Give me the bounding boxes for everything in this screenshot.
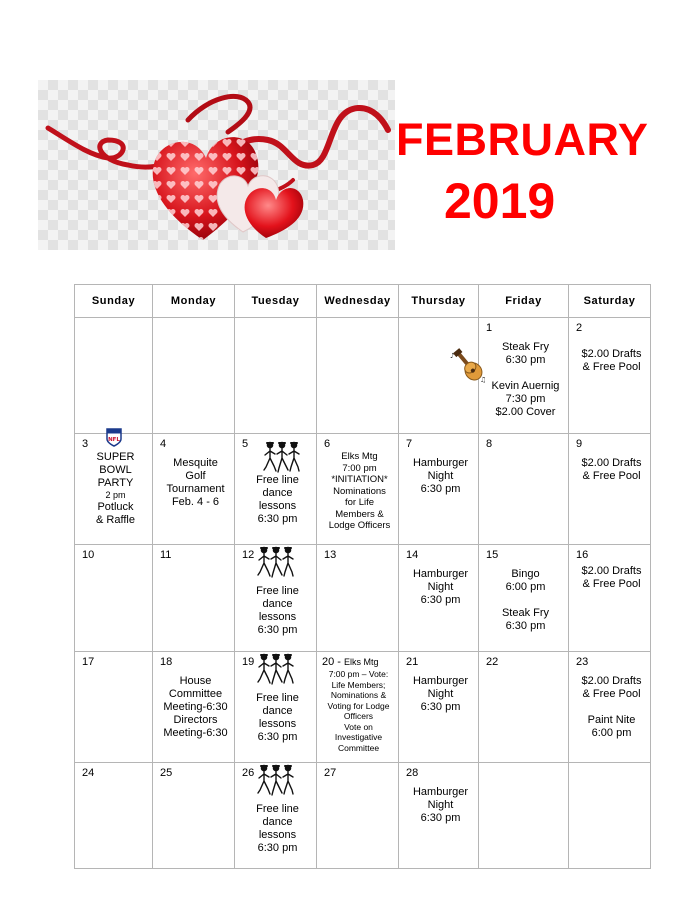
day-cell (153, 434, 235, 545)
day-number: 17 (82, 656, 95, 668)
day-cell (399, 652, 479, 763)
weekday-header: Sunday (75, 285, 153, 318)
day-number: 7 (406, 438, 413, 450)
day-cell (569, 545, 651, 652)
week-row (75, 545, 651, 652)
day-number: 8 (486, 438, 493, 450)
weekday-header: Thursday (399, 285, 479, 318)
day-cell (399, 545, 479, 652)
day-number: 3 (82, 438, 89, 450)
event-text: Free line dance lessons 6:30 pm (256, 692, 299, 743)
day-cell (317, 763, 399, 869)
month-title: FEBRUARY (396, 114, 649, 165)
empty-day-cell (479, 763, 569, 869)
day-number: 22 (486, 656, 499, 668)
day-number: 21 (406, 656, 419, 668)
day-cell (479, 434, 569, 545)
svg-text:♫: ♫ (480, 376, 487, 384)
day-cell (153, 545, 235, 652)
event-text: $2.00 Drafts & Free Pool (581, 348, 642, 373)
weekday-header: Wednesday (317, 285, 399, 318)
event-text: Elks Mtg 7:00 pm *INITIATION* Nominations for Life Members & Lodge Officers (328, 451, 391, 531)
day-number: 28 (406, 767, 419, 779)
day-cell (479, 545, 569, 652)
event-text: SUPER BOWL PARTY (96, 451, 135, 489)
day-number: 25 (160, 767, 173, 779)
day-cell (399, 434, 479, 545)
day-cell (235, 434, 317, 545)
line-dancers-icon (257, 545, 295, 581)
empty-day-cell (317, 318, 399, 434)
day-number: 26 (242, 767, 255, 779)
event-text: Steak Fry 6:30 pm (501, 607, 550, 632)
day-cell (450, 318, 569, 434)
day-number: 2 (576, 322, 583, 334)
day-number: 27 (324, 767, 337, 779)
hearts-ribbon-illustration (38, 80, 395, 250)
day-number: 14 (406, 549, 419, 561)
day-number: 4 (160, 438, 167, 450)
day-number: 18 (160, 656, 173, 668)
empty-day-cell (235, 318, 317, 434)
weekday-header: Friday (479, 285, 569, 318)
event-text: Steak Fry 6:30 pm (501, 341, 550, 366)
day-number: 6 (324, 438, 331, 450)
event-text: $2.00 Drafts & Free Pool (581, 457, 642, 482)
day-cell (235, 652, 317, 763)
day-cell (569, 434, 651, 545)
nfl-shield-icon (106, 427, 122, 447)
day-cell (569, 318, 651, 434)
day-number: 23 (576, 656, 589, 668)
day-cell (75, 652, 153, 763)
day-cell (153, 763, 235, 869)
day-number: 10 (82, 549, 95, 561)
day-cell (479, 652, 569, 763)
svg-text:NFL: NFL (108, 437, 120, 443)
event-text: Potluck & Raffle (96, 501, 135, 526)
day-number: 19 (242, 656, 255, 668)
day-cell (317, 434, 399, 545)
day-number: 5 (242, 438, 249, 450)
event-text: Hamburger Night 6:30 pm (412, 457, 469, 495)
hearts-banner-image (38, 80, 395, 250)
weekday-header: Monday (153, 285, 235, 318)
event-text: Mesquite Golf Tournament Feb. 4 - 6 (166, 457, 225, 508)
event-text: Hamburger Night 6:30 pm (412, 568, 469, 606)
day-cell (235, 545, 317, 652)
empty-day-cell (569, 763, 651, 869)
event-text: Hamburger Night 6:30 pm (412, 675, 469, 713)
day-number: 15 (486, 549, 499, 561)
line-dancers-icon (257, 763, 295, 799)
weekday-header: Tuesday (235, 285, 317, 318)
day-number: 16 (576, 549, 589, 561)
day-cell (569, 652, 651, 763)
week-row (75, 652, 651, 763)
event-text: $2.00 Drafts & Free Pool (581, 565, 642, 590)
weekday-header: Saturday (569, 285, 651, 318)
line-dancers-icon (257, 652, 295, 688)
year-title: 2019 (444, 173, 556, 229)
day-cell (317, 545, 399, 652)
event-text: Paint Nite 6:00 pm (587, 714, 636, 739)
week-row (75, 434, 651, 545)
empty-day-cell (75, 318, 153, 434)
weekday-header-row (75, 285, 651, 318)
event-text: 7:00 pm – Vote: Life Members; Nominations & Voting for Lodge Officers Vote on Investigative Committee (327, 669, 390, 753)
day-cell (399, 763, 479, 869)
event-text: Free line dance lessons 6:30 pm (256, 585, 299, 636)
event-text: 2 pm (105, 490, 126, 500)
line-dancers-icon (263, 440, 301, 476)
day-number: 1 (486, 322, 493, 334)
day-number: 9 (576, 438, 583, 450)
day-number: 24 (82, 767, 95, 779)
event-text: Free line dance lessons 6:30 pm (256, 803, 299, 854)
calendar-table (74, 284, 651, 869)
day-number: 20 - Elks Mtg (322, 656, 379, 668)
svg-text:♪: ♪ (450, 352, 455, 360)
day-cell (235, 763, 317, 869)
day-cell (153, 652, 235, 763)
event-text: Bingo 6:00 pm (505, 568, 546, 593)
day-cell (75, 545, 153, 652)
event-text: $2.00 Drafts & Free Pool (581, 675, 642, 700)
day-cell (317, 652, 399, 763)
event-text: House Committee Meeting-6:30 Directors Meeting-6:30 (163, 675, 228, 739)
week-row (75, 318, 651, 434)
day-number: 13 (324, 549, 337, 561)
event-text: Free line dance lessons 6:30 pm (256, 474, 299, 525)
week-row (75, 763, 651, 869)
event-text: Kevin Auernig 7:30 pm $2.00 Cover (491, 380, 560, 418)
event-text: Hamburger Night 6:30 pm (412, 786, 469, 824)
guitar-icon (448, 346, 490, 386)
empty-day-cell (153, 318, 235, 434)
day-cell (75, 434, 153, 545)
day-number: 12 (242, 549, 255, 561)
day-number: 11 (160, 549, 172, 561)
day-cell (75, 763, 153, 869)
